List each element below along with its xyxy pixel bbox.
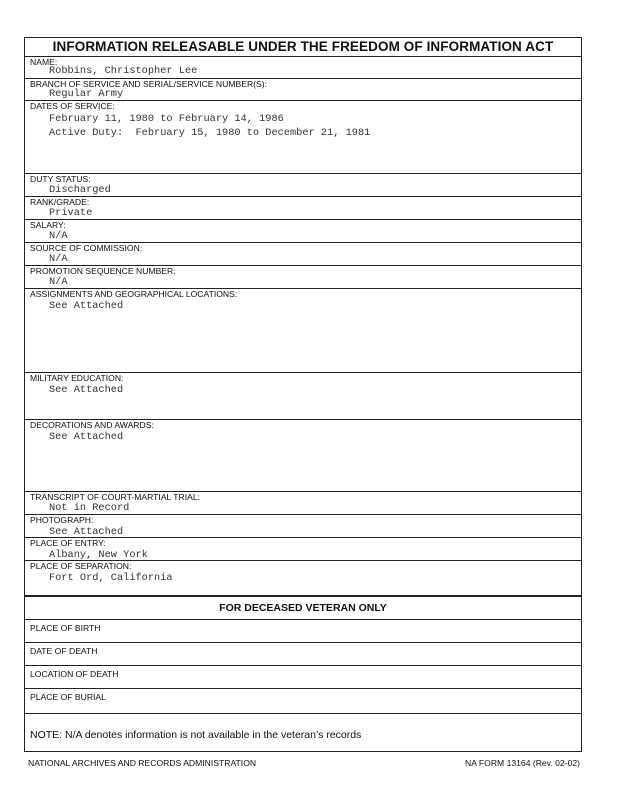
decorations-label: DECORATIONS AND AWARDS:: [30, 420, 154, 430]
name-value: Robbins, Christopher Lee: [49, 65, 198, 77]
commission-label: SOURCE OF COMMISSION:: [30, 243, 143, 253]
assignments-label: ASSIGNMENTS AND GEOGRAPHICAL LOCATIONS:: [30, 289, 238, 299]
divider: [25, 173, 581, 174]
deceased-section-title: FOR DECEASED VETERAN ONLY: [219, 602, 387, 614]
divider: [25, 219, 581, 220]
divider: [25, 537, 581, 538]
divider: [25, 619, 581, 620]
commission-value: N/A: [49, 253, 68, 265]
footer-form-number: NA FORM 13164 (Rev. 02-02): [465, 758, 580, 768]
divider: [25, 514, 581, 515]
photograph-label: PHOTOGRAPH:: [30, 515, 94, 525]
divider: [25, 56, 581, 57]
duty-label: DUTY STATUS:: [30, 174, 91, 184]
form-title: INFORMATION RELEASABLE UNDER THE FREEDOM OF INFORMATION ACT: [52, 39, 554, 54]
divider: [25, 642, 581, 643]
promotion-label: PROMOTION SEQUENCE NUMBER:: [30, 266, 176, 276]
decorations-value: See Attached: [49, 431, 124, 443]
entry-label: PLACE OF ENTRY:: [30, 538, 106, 548]
salary-label: SALARY:: [30, 220, 66, 230]
divider: [25, 595, 581, 597]
assignments-value: See Attached: [49, 300, 124, 312]
name-label: NAME:: [30, 57, 58, 67]
separation-value: Fort Ord, California: [49, 572, 173, 584]
duty-value: Discharged: [49, 184, 111, 196]
divider: [25, 665, 581, 666]
photograph-value: See Attached: [49, 526, 124, 538]
divider: [25, 196, 581, 197]
rank-value: Private: [49, 207, 93, 219]
courtmartial-label: TRANSCRIPT OF COURT-MARTIAL TRIAL:: [30, 492, 200, 502]
separation-label: PLACE OF SEPARATION:: [30, 561, 132, 571]
place-of-birth-label: PLACE OF BIRTH: [30, 623, 101, 633]
footer-agency: NATIONAL ARCHIVES AND RECORDS ADMINISTRATION: [28, 758, 257, 768]
branch-label: BRANCH OF SERVICE AND SERIAL/SERVICE NUMBER(S):: [30, 79, 268, 89]
date-of-death-label: DATE OF DEATH: [30, 646, 98, 656]
entry-value: Albany, New York: [49, 549, 148, 561]
foia-form: [24, 37, 582, 752]
dates-value-line1: February 11, 1980 to February 14, 1986: [49, 113, 284, 125]
note-text: NOTE: N/A denotes information is not available in the veteran’s records: [30, 729, 362, 741]
courtmartial-value: Not in Record: [49, 502, 130, 514]
dates-label: DATES OF SERVICE:: [30, 101, 115, 111]
place-of-burial-label: PLACE OF BURIAL: [30, 692, 106, 702]
dates-value-line2: Active Duty: February 15, 1980 to December 21, 1981: [49, 127, 371, 139]
education-value: See Attached: [49, 384, 124, 396]
rank-label: RANK/GRADE:: [30, 197, 90, 207]
divider: [25, 713, 581, 714]
location-of-death-label: LOCATION OF DEATH: [30, 669, 119, 679]
branch-value: Regular Army: [49, 88, 124, 100]
divider: [25, 688, 581, 689]
education-label: MILITARY EDUCATION:: [30, 373, 124, 383]
salary-value: N/A: [49, 230, 68, 242]
promotion-value: N/A: [49, 276, 68, 288]
